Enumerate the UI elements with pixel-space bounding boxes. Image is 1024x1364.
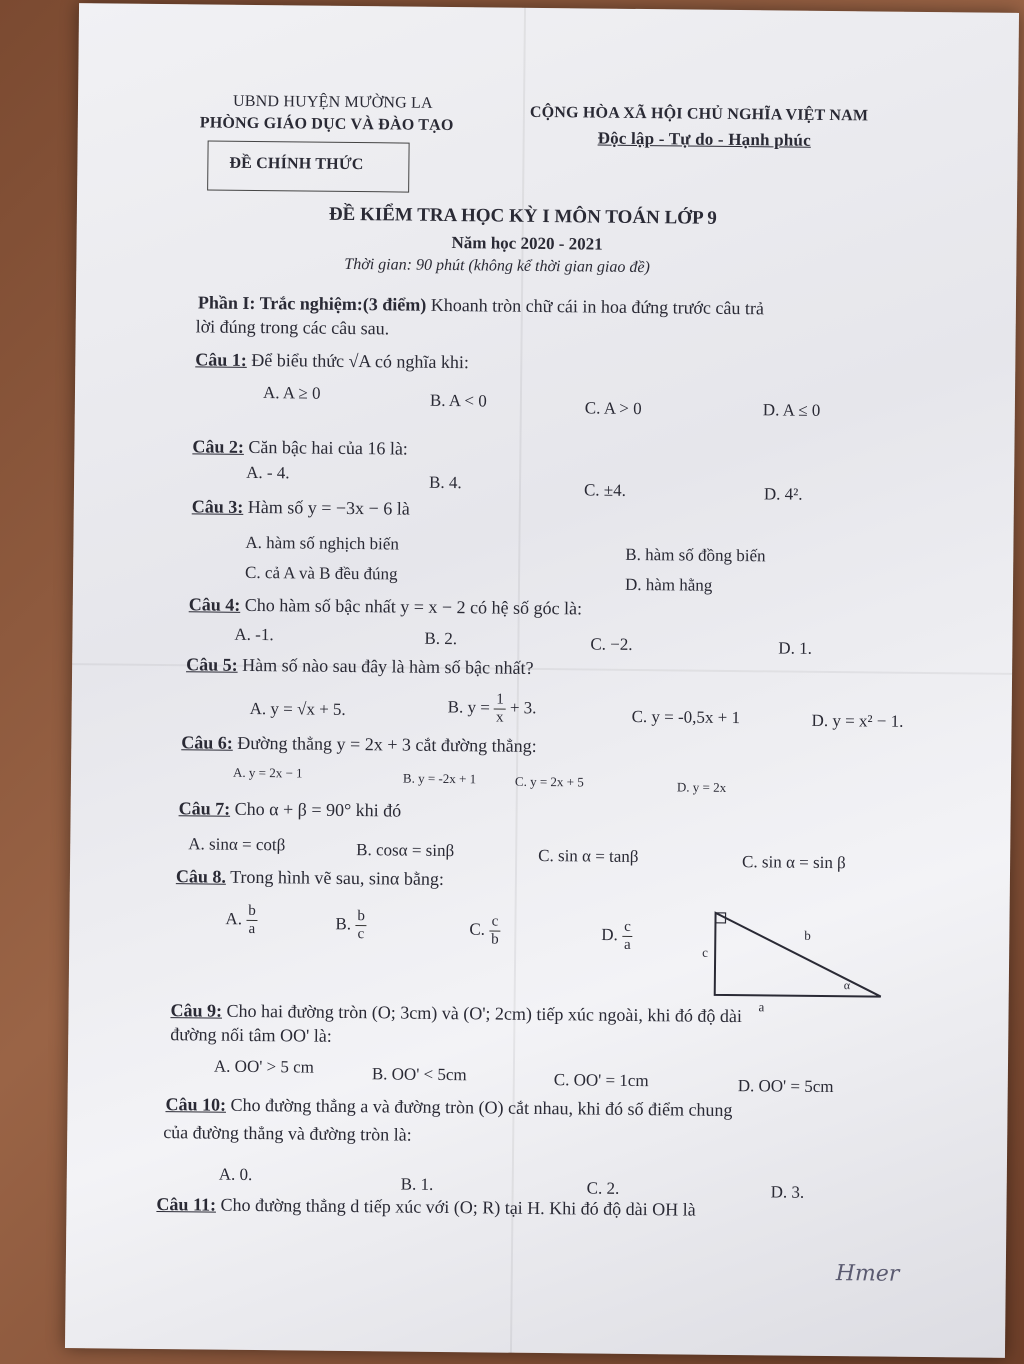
q4-option-a: A. -1.: [234, 624, 274, 645]
q9-option-b: B. OO' < 5cm: [371, 1064, 467, 1085]
q1-option-c: C. A > 0: [584, 398, 642, 419]
question-3-label: Câu 3:: [191, 496, 244, 517]
q6-option-c: C. y = 2x + 5: [514, 773, 584, 790]
question-2-label: Câu 2:: [192, 436, 245, 457]
side-a-label: a: [758, 999, 765, 1015]
question-4-label: Câu 4:: [188, 594, 241, 615]
q6-option-b: B. y = -2x + 1: [402, 770, 477, 787]
q3-option-a: A. hàm số nghịch biến: [245, 532, 399, 554]
question-10-line1: [165, 1094, 732, 1121]
part1-instruction-2: lời đúng trong các câu sau.: [195, 316, 390, 339]
q2-option-c: C. ±4.: [583, 480, 627, 500]
q4-option-c: C. −2.: [590, 634, 633, 654]
q7-option-b: B. cosα = sinβ: [356, 840, 455, 861]
question-2-text: Căn bậc hai của 16 là:: [248, 436, 408, 459]
question-6: [181, 732, 537, 757]
q8-option-c: [469, 913, 501, 948]
q8-d-denominator: a: [623, 936, 631, 953]
q8-d-numerator: c: [622, 919, 633, 937]
question-7-label: Câu 7:: [178, 798, 231, 819]
side-c-label: c: [702, 944, 709, 960]
q8-option-c-prefix: C.: [469, 919, 486, 939]
q6-option-d: D. y = 2x: [676, 779, 727, 795]
q5-option-b-prefix: B. y =: [447, 697, 491, 717]
q1-option-b: B. A < 0: [429, 390, 487, 411]
q10-option-b: B. 1.: [400, 1174, 434, 1194]
question-2: [192, 436, 408, 459]
q8-a-denominator: a: [248, 920, 256, 938]
q8-option-b-prefix: B.: [335, 914, 352, 934]
q8-option-a-fraction: [246, 903, 258, 938]
question-9-text-1: Cho hai đường tròn (O; 3cm) và (O'; 2cm) tiếp xúc ngoài, khi đó độ dài: [226, 1000, 743, 1027]
right-triangle-figure: [699, 905, 890, 1017]
part1-line1: [198, 292, 764, 319]
question-5-text: Hàm số nào sau đây là hàm số bậc nhất?: [242, 654, 534, 678]
q5-b-denominator: x: [495, 709, 504, 726]
q5-option-b-suffix: + 3.: [509, 698, 537, 718]
q7-option-d: C. sin α = sin β: [742, 852, 846, 873]
header-right-line1: CỘNG HÒA XÃ HỘI CHỦ NGHĨA VIỆT NAM: [529, 103, 869, 125]
header-left-line1: UBND HUYỆN MƯỜNG LA: [232, 92, 433, 112]
q8-option-b-fraction: [355, 908, 367, 943]
question-11-label: Câu 11:: [156, 1193, 217, 1215]
q10-option-c: C. 2.: [586, 1178, 620, 1198]
handwritten-signature: Hmer: [835, 1261, 900, 1287]
exam-paper: [65, 3, 1019, 1358]
q3-option-d: D. hàm hằng: [624, 574, 713, 595]
question-1: [195, 349, 469, 373]
q8-option-a: [225, 903, 258, 938]
q8-a-numerator: b: [246, 903, 258, 921]
q10-option-a: A. 0.: [218, 1164, 253, 1184]
question-6-text: Đường thẳng y = 2x + 3 cắt đường thẳng:: [237, 732, 537, 756]
question-4: [189, 594, 582, 619]
question-3: [192, 496, 410, 519]
q8-option-d: [601, 919, 633, 954]
question-10-text-1: Cho đường thẳng a và đường tròn (O) cắt nhau, khi đó số điểm chung: [230, 1094, 733, 1121]
q5-b-numerator: 1: [494, 692, 506, 710]
triangle-shape: [715, 913, 882, 997]
q4-option-d: D. 1.: [778, 638, 812, 658]
q2-option-a: A. - 4.: [246, 462, 290, 483]
question-4-text: Cho hàm số bậc nhất y = x − 2 có hệ số góc là:: [244, 594, 583, 619]
q8-option-a-prefix: A.: [225, 909, 243, 929]
q8-b-numerator: b: [355, 908, 367, 926]
q1-option-d: D. A ≤ 0: [762, 400, 821, 420]
question-9-text-2: đường nối tâm OO' là:: [170, 1024, 332, 1046]
q7-option-a: A. sinα = cotβ: [188, 834, 286, 855]
q4-option-b: B. 2.: [424, 628, 458, 649]
question-9-line1: [170, 1000, 742, 1027]
q7-option-c: C. sin α = tanβ: [538, 845, 639, 867]
q9-option-d: D. OO' = 5cm: [737, 1076, 834, 1097]
q5-option-c: C. y = -0,5x + 1: [631, 706, 741, 728]
exam-title: ĐỀ KIỂM TRA HỌC KỲ I MÔN TOÁN LỚP 9: [328, 203, 717, 229]
q8-option-d-prefix: D.: [601, 925, 618, 945]
question-8-text: Trong hình vẽ sau, sinα bằng:: [230, 866, 445, 889]
q9-option-a: A. OO' > 5 cm: [213, 1056, 315, 1077]
q5-option-b-fraction: [494, 692, 506, 727]
q8-option-b: [335, 908, 367, 943]
part1-instruction-1: Khoanh tròn chữ cái in hoa đứng trước câu trả: [430, 294, 765, 319]
question-10-label: Câu 10:: [165, 1094, 227, 1115]
q8-b-denominator: c: [357, 926, 365, 943]
q10-option-d: D. 3.: [770, 1182, 805, 1202]
question-7-text: Cho α + β = 90° khi đó: [234, 798, 402, 821]
question-5: [186, 654, 534, 679]
official-label: ĐỀ CHÍNH THỨC: [229, 154, 364, 174]
q1-option-a: A. A ≥ 0: [262, 383, 321, 403]
question-1-text: Để biểu thức √A có nghĩa khi:: [251, 349, 470, 373]
question-11-text: Cho đường thẳng d tiếp xúc với (O; R) tại H. Khi đó độ dài OH là: [220, 1194, 696, 1220]
question-10-text-2: của đường thẳng và đường tròn là:: [163, 1122, 412, 1145]
header-right-line2: Độc lập - Tự do - Hạnh phúc: [597, 128, 811, 150]
exam-year: Năm học 2020 - 2021: [451, 233, 603, 254]
q6-option-a: A. y = 2x − 1: [232, 764, 303, 781]
q5-option-b: [448, 691, 537, 727]
q5-option-a: A. y = √x + 5.: [249, 698, 346, 719]
question-8-label: Câu 8.: [175, 866, 227, 887]
q3-option-c: C. cả A và B đều đúng: [245, 562, 398, 584]
q5-option-d: D. y = x² − 1.: [811, 710, 904, 731]
q8-c-numerator: c: [489, 913, 501, 931]
question-3-text: Hàm số y = −3x − 6 là: [247, 496, 410, 519]
q8-option-d-fraction: [622, 919, 633, 954]
question-1-label: Câu 1:: [195, 349, 247, 370]
question-8: [176, 866, 444, 890]
question-7: [179, 798, 402, 821]
question-11: [156, 1194, 695, 1221]
q8-c-denominator: b: [491, 931, 499, 948]
question-6-label: Câu 6:: [181, 732, 233, 753]
angle-alpha-label: α: [843, 978, 851, 993]
q9-option-c: C. OO' = 1cm: [553, 1070, 649, 1091]
q8-option-c-fraction: [489, 913, 501, 948]
q3-option-b: B. hàm số đồng biến: [625, 544, 766, 566]
q2-option-d: D. 4².: [763, 484, 803, 504]
part1-label: Phần I: Trắc nghiệm:(3 điểm): [197, 292, 427, 315]
side-b-label: b: [804, 927, 811, 943]
question-5-label: Câu 5:: [186, 654, 238, 675]
q2-option-b: B. 4.: [428, 472, 462, 493]
question-9-label: Câu 9:: [170, 1000, 223, 1021]
header-left-line2: PHÒNG GIÁO DỤC VÀ ĐÀO TẠO: [199, 114, 454, 135]
exam-time: Thời gian: 90 phút (không kể thời gian giao đề): [344, 255, 650, 277]
